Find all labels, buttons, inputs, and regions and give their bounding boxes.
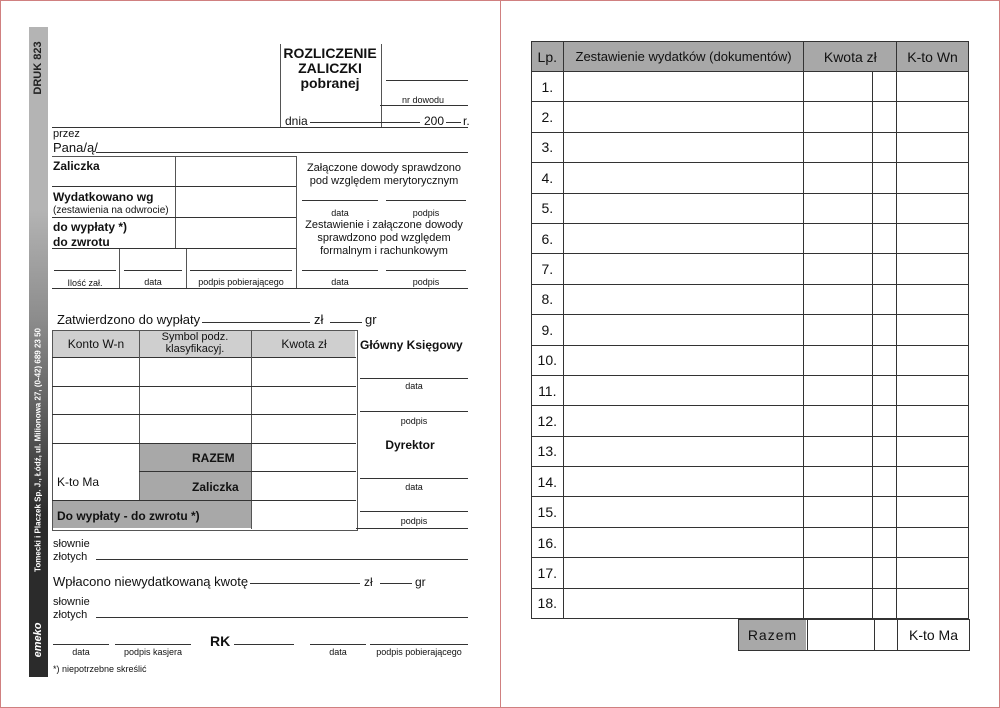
ledger-row-number: 14. <box>532 467 564 497</box>
ledger-amount-gr-cell[interactable] <box>872 102 896 132</box>
footnote: *) niepotrzebne skreślić <box>53 664 147 674</box>
director-sign-line[interactable] <box>360 511 468 512</box>
advance-vline-right <box>296 156 297 289</box>
ledger-amount-zl-cell[interactable] <box>804 254 872 284</box>
approval-gr: gr <box>365 312 377 327</box>
ledger-row-number: 10. <box>532 345 564 375</box>
ledger-desc-cell[interactable] <box>563 345 804 375</box>
cashier-date-line[interactable] <box>53 644 109 645</box>
acct-row-rule-2 <box>52 414 356 415</box>
ledger-amount-zl-cell[interactable] <box>804 406 872 436</box>
ledger-desc-cell[interactable] <box>563 193 804 223</box>
ledger-desc-cell[interactable] <box>563 588 804 618</box>
title-line3: pobranej <box>300 75 360 91</box>
ledger-amount-gr-cell[interactable] <box>872 558 896 588</box>
ledger-row <box>532 284 969 314</box>
ledger-row-number: 17. <box>532 558 564 588</box>
ledger-row-number: 7. <box>532 254 564 284</box>
formal-date-label: data <box>331 277 349 287</box>
acct-header-rule <box>52 357 356 358</box>
repaid-label: Wpłacono niewydatkowaną kwotę <box>53 574 249 589</box>
ledger-row <box>532 467 969 497</box>
ktoma-label: K-to Ma <box>57 475 100 489</box>
ledger-amount-zl-cell[interactable] <box>804 193 872 223</box>
ledger-row <box>532 558 969 588</box>
ledger-amount-zl-cell[interactable] <box>804 345 872 375</box>
spent-note: (zestawienia na odwrocie) <box>53 205 169 216</box>
ledger-amount-zl-cell[interactable] <box>804 375 872 405</box>
ledger-account-cell[interactable] <box>897 527 969 557</box>
ledger-account-cell[interactable] <box>897 284 969 314</box>
ledger-amount-zl-cell[interactable] <box>804 558 872 588</box>
ledger-row-number: 11. <box>532 375 564 405</box>
ledger-row <box>532 588 969 618</box>
repaid-gr: gr <box>415 575 426 589</box>
payee-date-label: data <box>329 647 347 657</box>
advance-vline <box>175 156 176 249</box>
payout-total-label: Do wypłaty - do zwrotu *) <box>57 509 200 523</box>
ledger-total-cell <box>739 620 806 650</box>
ledger-amount-gr-cell[interactable] <box>872 284 896 314</box>
payee-date-line[interactable] <box>310 644 366 645</box>
year-suffix: r. <box>463 114 470 128</box>
ledger-ktoma-label: K-to Ma <box>908 627 958 643</box>
title-line2: ZALICZKI <box>298 60 362 76</box>
ledger-amount-zl-cell[interactable] <box>804 436 872 466</box>
ledger-header-lp: Lp. <box>532 42 564 72</box>
date-label: dnia <box>285 114 308 128</box>
doc-number-line[interactable] <box>386 80 468 81</box>
merit-sign-label: podpis <box>412 208 440 218</box>
header-rule <box>380 105 468 106</box>
words2-label-1: słownie <box>53 596 90 608</box>
spent-label: Wydatkowano wg <box>53 190 154 204</box>
ledger-amount-zl-cell[interactable] <box>804 72 872 102</box>
ledger-amount-gr-cell[interactable] <box>872 406 896 436</box>
ledger-row <box>532 72 969 102</box>
chief-date-label: data <box>405 381 423 391</box>
ledger-amount-gr-cell[interactable] <box>872 345 896 375</box>
ledger-account-cell[interactable] <box>897 345 969 375</box>
words-label-1: słownie <box>53 538 90 550</box>
receiver-date-label: data <box>144 277 162 287</box>
ledger-amount-zl-cell[interactable] <box>804 315 872 345</box>
ledger-amount-gr-cell[interactable] <box>872 467 896 497</box>
title-line1: ROZLICZENIE <box>283 45 377 61</box>
ledger-amount-gr-cell[interactable] <box>872 132 896 162</box>
sig-vline-1 <box>119 249 120 289</box>
ledger-row <box>532 345 969 375</box>
ledger-row <box>532 132 969 162</box>
ledger-amount-gr-cell[interactable] <box>872 436 896 466</box>
ledger-account-cell[interactable] <box>897 163 969 193</box>
ledger-row-number: 4. <box>532 163 564 193</box>
ledger-amount-gr-cell[interactable] <box>872 588 896 618</box>
ledger-total-vline-1 <box>807 619 808 650</box>
doc-number-label: nr dowodu <box>402 95 445 105</box>
approval-amount-line[interactable] <box>202 322 310 323</box>
zaliczka-label: Zaliczka <box>192 480 239 494</box>
director-sign-label: podpis <box>400 516 428 526</box>
director-date-line[interactable] <box>360 478 468 479</box>
ledger-amount-gr-cell[interactable] <box>872 72 896 102</box>
formal-sign-label: podpis <box>412 277 440 287</box>
attachments-label: Ilość zał. <box>67 278 103 288</box>
words-label-2: złotych <box>53 551 88 563</box>
ledger-header-account: K-to Wn <box>897 42 969 72</box>
ledger-row-number: 5. <box>532 193 564 223</box>
words-line-1[interactable] <box>96 559 468 560</box>
payout-label-1: do wypłaty *) <box>53 220 128 234</box>
words2-label-2: złotych <box>53 609 88 621</box>
repaid-amount-line[interactable] <box>250 583 360 584</box>
przez-label: przez <box>53 128 80 140</box>
form-code: DRUK 823 <box>32 41 44 95</box>
ledger-amount-gr-cell[interactable] <box>872 193 896 223</box>
ledger-account-cell[interactable] <box>897 132 969 162</box>
formal-sign-line[interactable] <box>386 270 466 271</box>
ledger-row-number: 9. <box>532 315 564 345</box>
ledger-row-number: 16. <box>532 527 564 557</box>
ledger-desc-cell[interactable] <box>563 132 804 162</box>
ledger-row <box>532 223 969 253</box>
formal-date-line[interactable] <box>302 270 378 271</box>
ledger-row <box>532 527 969 557</box>
ledger-amount-zl-cell[interactable] <box>804 223 872 253</box>
repaid-gr-line[interactable] <box>380 583 412 584</box>
ledger-row-number: 12. <box>532 406 564 436</box>
ledger-row <box>532 254 969 284</box>
ledger-desc-cell[interactable] <box>563 406 804 436</box>
repaid-zl: zł <box>364 575 373 589</box>
acct-header-symbol: Symbol podz. klasyfikacyj. <box>161 331 229 355</box>
ledger-row-number: 6. <box>532 223 564 253</box>
pan-label: Pana/ą/ <box>53 140 98 155</box>
ledger-row-number: 1. <box>532 72 564 102</box>
payee-sign-label: podpis pobierającego <box>376 647 462 657</box>
ledger-account-cell[interactable] <box>897 558 969 588</box>
ledger-total-vline-2 <box>874 619 875 650</box>
ledger-row-number: 2. <box>532 102 564 132</box>
ledger-desc-cell[interactable] <box>563 558 804 588</box>
ledger-row-number: 3. <box>532 132 564 162</box>
ledger-amount-gr-cell[interactable] <box>872 254 896 284</box>
acct-row-rule-1 <box>52 386 356 387</box>
page-divider <box>500 0 501 708</box>
ledger-amount-gr-cell[interactable] <box>872 497 896 527</box>
ledger-desc-cell[interactable] <box>563 284 804 314</box>
ledger-desc-cell[interactable] <box>563 436 804 466</box>
ledger-amount-gr-cell[interactable] <box>872 527 896 557</box>
approval-gr-line[interactable] <box>330 322 362 323</box>
receiver-sign-label: podpis pobierającego <box>198 277 284 287</box>
ledger-desc-cell[interactable] <box>563 254 804 284</box>
acct-header-kwota: Kwota zł <box>281 337 327 351</box>
ledger-header-desc: Zestawienie wydatków (dokumentów) <box>563 42 804 72</box>
ledger-header-row <box>532 42 969 72</box>
ledger-account-cell[interactable] <box>897 254 969 284</box>
year-label: 200 <box>424 114 445 128</box>
razem-label: RAZEM <box>192 451 235 465</box>
rk-label: RK <box>210 633 231 649</box>
merit-sign-line[interactable] <box>386 200 466 201</box>
ledger-account-cell[interactable] <box>897 467 969 497</box>
date-line[interactable] <box>310 122 420 123</box>
ledger-amount-zl-cell[interactable] <box>804 588 872 618</box>
payee-sign-line[interactable] <box>370 644 468 645</box>
ledger-amount-zl-cell[interactable] <box>804 102 872 132</box>
advance-label: Zaliczka <box>53 159 100 173</box>
block-bottom-rule <box>52 288 468 289</box>
ledger-row <box>532 375 969 405</box>
cashier-date-label: data <box>72 647 90 657</box>
ledger-amount-zl-cell[interactable] <box>804 284 872 314</box>
formal-text: Zestawienie i załączone dowody sprawdzono pod względem formalnym i rachunkowym <box>305 219 463 257</box>
chief-sign-line[interactable] <box>360 411 468 412</box>
attachments-line[interactable] <box>54 270 116 271</box>
chief-date-line[interactable] <box>360 378 468 379</box>
ledger-row <box>532 102 969 132</box>
ledger-amount-zl-cell[interactable] <box>804 467 872 497</box>
ledger-amount-gr-cell[interactable] <box>872 163 896 193</box>
ledger-desc-cell[interactable] <box>563 72 804 102</box>
ledger-header-amount: Kwota zł <box>804 42 897 72</box>
ledger-row <box>532 193 969 223</box>
ledger-desc-cell[interactable] <box>563 102 804 132</box>
merit-date-label: data <box>331 208 349 218</box>
ledger-account-cell[interactable] <box>897 436 969 466</box>
ledger-amount-zl-cell[interactable] <box>804 163 872 193</box>
approval-zl: zł <box>314 312 324 327</box>
signature-bottom-rule <box>356 528 468 529</box>
director-label: Dyrektor <box>385 438 435 452</box>
ledger-amount-gr-cell[interactable] <box>872 315 896 345</box>
chief-label: Główny Księgowy <box>360 338 463 352</box>
ledger-account-cell[interactable] <box>897 193 969 223</box>
approval-label: Zatwierdzono do wypłaty <box>57 312 201 327</box>
ledger-amount-zl-cell[interactable] <box>804 527 872 557</box>
ledger-row <box>532 436 969 466</box>
ledger-row-number: 13. <box>532 436 564 466</box>
top-rule <box>52 127 468 128</box>
ledger-desc-cell[interactable] <box>563 497 804 527</box>
ledger-amount-gr-cell[interactable] <box>872 375 896 405</box>
ledger-total-label: Razem <box>747 627 798 643</box>
ledger-desc-cell[interactable] <box>563 163 804 193</box>
ledger-desc-cell[interactable] <box>563 467 804 497</box>
ledger-row-number: 8. <box>532 284 564 314</box>
ledger-account-cell[interactable] <box>897 315 969 345</box>
advance-row-rule-1 <box>52 186 296 187</box>
ledger-amount-zl-cell[interactable] <box>804 132 872 162</box>
publisher-logo: emeko <box>32 622 44 658</box>
ledger-desc-cell[interactable] <box>563 527 804 557</box>
merit-text: Załączone dowody sprawdzono pod względem merytorycznym <box>306 162 462 187</box>
ledger-account-cell[interactable] <box>897 497 969 527</box>
ledger-desc-cell[interactable] <box>563 375 804 405</box>
receiver-date-line[interactable] <box>124 270 182 271</box>
words-line-2[interactable] <box>96 617 468 618</box>
ledger-account-cell[interactable] <box>897 588 969 618</box>
rk-line[interactable] <box>234 644 294 645</box>
chief-sign-label: podpis <box>400 416 428 426</box>
merit-date-line[interactable] <box>302 200 378 201</box>
ledger-account-cell[interactable] <box>897 406 969 436</box>
cashier-sign-label: podpis kasjera <box>123 647 183 657</box>
ledger-row-number: 15. <box>532 497 564 527</box>
ledger-row-number: 18. <box>532 588 564 618</box>
acct-header-konto: Konto W-n <box>67 337 125 351</box>
publisher-text: Tomecki i Placzek Sp. J., Łódź, ul. Milionowa 27, (0-42) 689 23 50 <box>33 328 43 572</box>
ledger-row <box>532 406 969 436</box>
ledger-desc-cell[interactable] <box>563 315 804 345</box>
ledger-row <box>532 315 969 345</box>
receiver-sign-line[interactable] <box>190 270 292 271</box>
sig-vline-2 <box>186 249 187 289</box>
ledger-account-cell[interactable] <box>897 223 969 253</box>
ledger-row <box>532 497 969 527</box>
expense-ledger <box>531 41 969 619</box>
ledger-account-cell[interactable] <box>897 375 969 405</box>
ledger-account-cell[interactable] <box>897 72 969 102</box>
ledger-account-cell[interactable] <box>897 102 969 132</box>
year-line[interactable] <box>446 122 461 123</box>
payout-label-2: do zwrotu <box>53 235 110 249</box>
ledger-amount-zl-cell[interactable] <box>804 497 872 527</box>
ledger-amount-gr-cell[interactable] <box>872 223 896 253</box>
director-date-label: data <box>405 482 423 492</box>
cashier-sign-line[interactable] <box>115 644 191 645</box>
ledger-desc-cell[interactable] <box>563 223 804 253</box>
advance-row-rule-2 <box>52 217 296 218</box>
ledger-row <box>532 163 969 193</box>
person-line[interactable] <box>96 152 468 153</box>
